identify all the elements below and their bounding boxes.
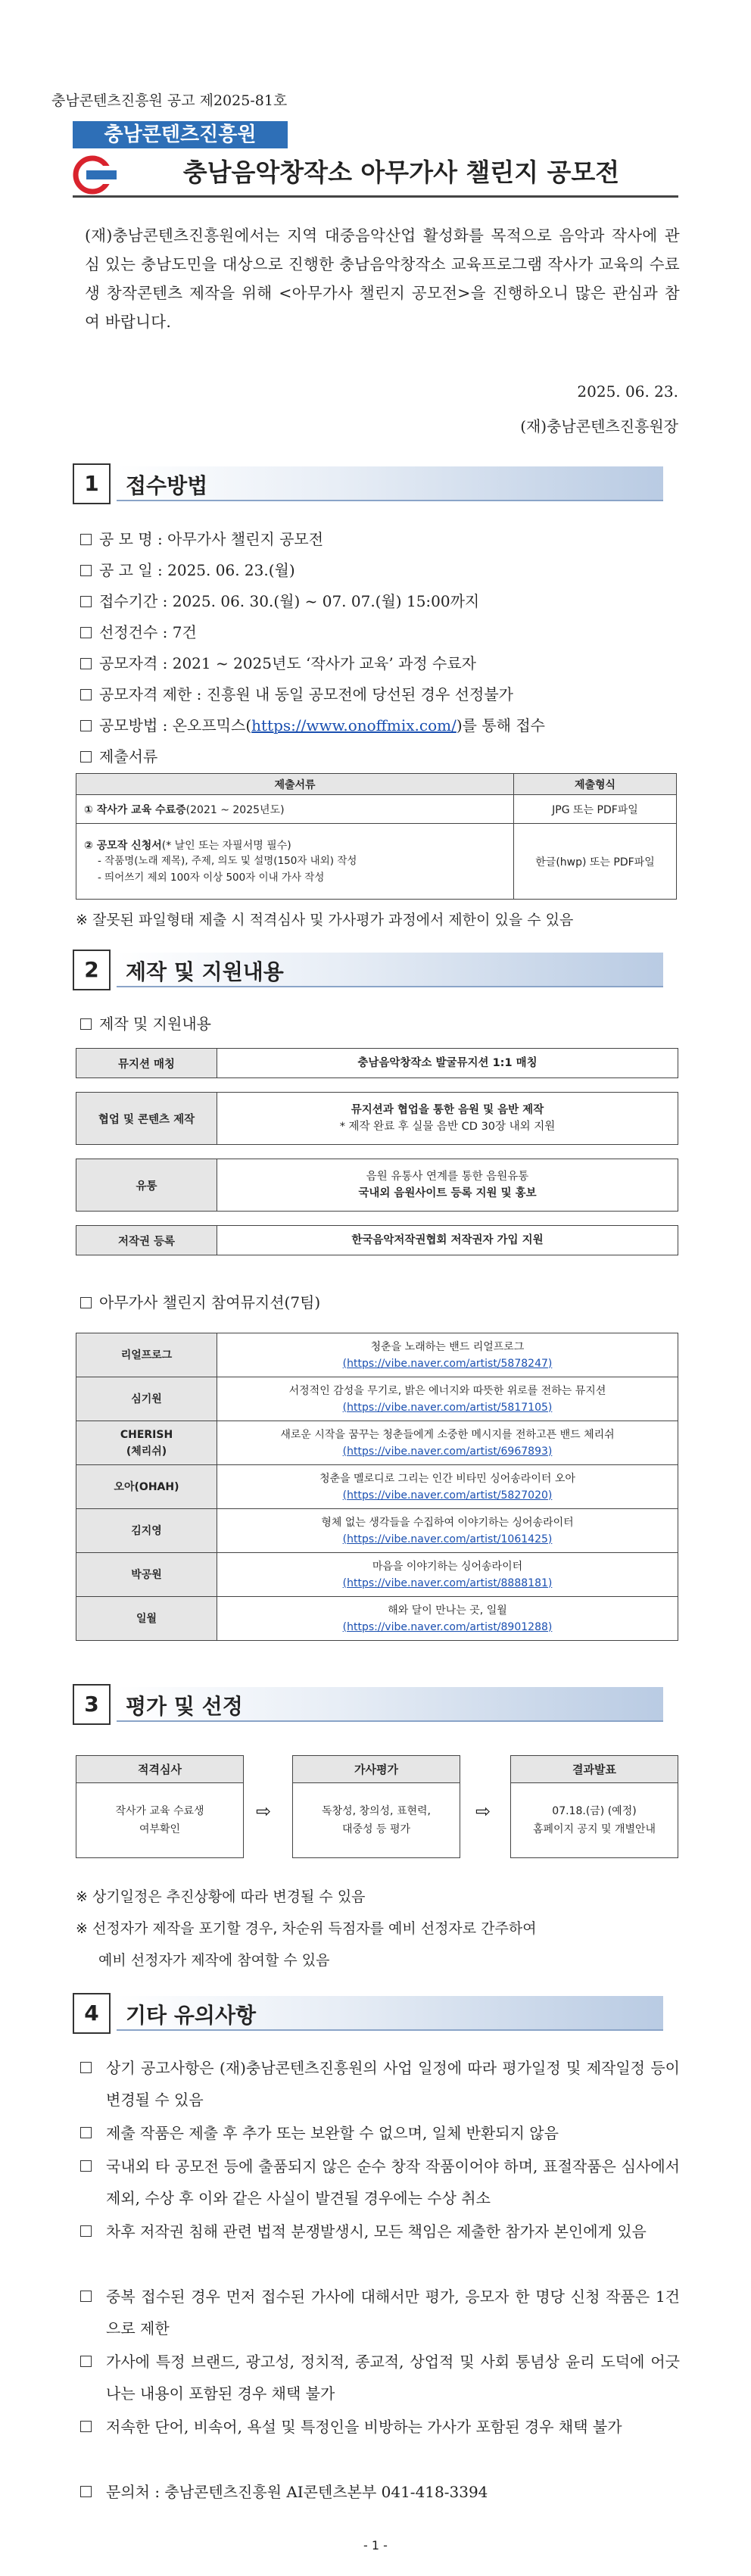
section-number: 2 [73, 950, 111, 990]
checkbox-bullet-icon [80, 565, 92, 576]
list-item: 차후 저작권 침해 관련 법적 분쟁발생시, 모든 책임은 제출한 참가자 본인에게 있음 [80, 2216, 680, 2247]
checkbox-bullet-icon [80, 1018, 92, 1030]
table-cell: JPG 또는 PDF파일 [514, 795, 677, 824]
checkbox-bullet-icon [80, 2356, 92, 2367]
list-item: 중복 접수된 경우 먼저 접수된 가사에 대해서만 평가, 응모자 한 명당 신청 작품은 1건으로 제한 [80, 2281, 680, 2344]
list-item: 저속한 단어, 비속어, 욕설 및 특정인을 비방하는 가사가 포함된 경우 채택 불가 [80, 2411, 680, 2443]
artist-link[interactable]: (https://vibe.naver.com/artist/5827020) [342, 1489, 553, 1502]
artist-link[interactable]: (https://vibe.naver.com/artist/1061425) [342, 1533, 553, 1545]
list-item: 공모자격 제한 : 진흥원 내 동일 공모전에 당선된 경우 선정불가 [80, 682, 513, 704]
checkbox-bullet-icon [80, 2062, 92, 2073]
section-number: 4 [73, 1993, 111, 2034]
section-title: 제작 및 지원내용 [126, 959, 284, 984]
section-header-4 [73, 1993, 663, 2034]
section-header-2 [73, 950, 663, 990]
table-cell: ② 공모작 신청서(* 날인 또는 자필서명 필수) - 작품명(노래 제목), 주제, 의도 및 설명(150자 내외) 작성 - 띄어쓰기 제외 100자 이상 500자 이내 가사 작성 [76, 824, 514, 900]
page-number: - 1 - [363, 2538, 388, 2553]
support-row: 유통 음원 유통사 연계를 통한 음원유통 국내외 음원사이트 등록 지원 및 홍보 [76, 1159, 678, 1212]
section-number: 1 [73, 463, 111, 504]
table-row [76, 795, 677, 824]
artist-link[interactable]: (https://vibe.naver.com/artist/8888181) [342, 1576, 553, 1589]
list-item: 가사에 특정 브랜드, 광고성, 정치적, 종교적, 상업적 및 사회 통념상 윤리 도덕에 어긋나는 내용이 포함된 경우 채택 불가 [80, 2346, 680, 2409]
list-item: 공모자격 : 2021 ~ 2025년도 ‘작사가 교육’ 과정 수료자 [80, 651, 476, 673]
flow-step: 가사평가 독창성, 창의성, 표현력, 대중성 등 평가 [292, 1755, 460, 1858]
artist-link[interactable]: (https://vibe.naver.com/artist/5817105) [342, 1401, 553, 1414]
section-title: 기타 유의사항 [126, 2003, 257, 2028]
table-cell: ① 작사가 교육 수료증(2021 ~ 2025년도) [76, 795, 514, 824]
table-row: 김지영 형체 없는 생각들을 수집하여 이야기하는 싱어송라이터 (https://vibe.naver.com/artist/1061425) [76, 1509, 678, 1553]
issuer: (재)충남콘텐츠진흥원장 [520, 417, 678, 435]
arrow-right-icon: ⇨ [256, 1801, 272, 1822]
checkbox-bullet-icon [80, 751, 92, 763]
list-item: 제출서류 [80, 744, 157, 766]
list-item: 선정건수 : 7건 [80, 620, 197, 642]
checkbox-bullet-icon [80, 720, 92, 731]
table-row: 심기원 서정적인 감성을 무기로, 밝은 에너지와 따뜻한 위로를 전하는 뮤지션 (https://vibe.naver.com/artist/5817105) [76, 1377, 678, 1421]
section-number: 3 [73, 1684, 111, 1725]
page-title: 충남음악창작소 아무가사 챌린지 공모전 [182, 157, 620, 187]
flow-step: 적격심사 작사가 교육 수료생 여부확인 [76, 1755, 244, 1858]
checkbox-bullet-icon [80, 689, 92, 700]
checkbox-bullet-icon [80, 2225, 92, 2237]
table-header: 제출형식 [514, 774, 677, 795]
table-row: CHERISH (체리쉬) 새로운 시작을 꿈꾸는 청춘들에게 소중한 메시지를 전하고픈 밴드 체리쉬 (https://vibe.naver.com/artist/6967893) [76, 1421, 678, 1465]
checkbox-bullet-icon [80, 2291, 92, 2302]
checkbox-bullet-icon [80, 2160, 92, 2172]
artist-link[interactable]: (https://vibe.naver.com/artist/6967893) [342, 1445, 553, 1458]
checkbox-bullet-icon [80, 2127, 92, 2138]
flow-step: 결과발표 07.18.(금) (예정) 홈페이지 공지 및 개별안내 [510, 1755, 678, 1858]
title-divider [73, 195, 678, 198]
musicians-table [76, 1333, 678, 1641]
support-row: 협업 및 콘텐츠 제작 뮤지션과 협업을 통한 음원 및 음반 제작 * 제작 완료 후 실물 음반 CD 30장 내외 지원 [76, 1092, 678, 1145]
checkbox-bullet-icon [80, 1297, 92, 1308]
list-item: 제작 및 지원내용 [80, 1012, 211, 1034]
section-title: 평가 및 선정 [126, 1694, 243, 1719]
list-item: 문의처 : 충남콘텐츠진흥원 AI콘텐츠본부 041-418-3394 [80, 2476, 680, 2508]
note: ※ 잘못된 파일형태 제출 시 적격심사 및 가사평가 과정에서 제한이 있을 수 있음 [76, 912, 574, 928]
org-logo-icon [73, 155, 117, 195]
checkbox-bullet-icon [80, 534, 92, 545]
table-row: 리얼프로그 청춘을 노래하는 밴드 리얼프로그 (https://vibe.naver.com/artist/5878247) [76, 1333, 678, 1377]
checkbox-bullet-icon [80, 596, 92, 607]
list-item: 제출 작품은 제출 후 추가 또는 보완할 수 없으며, 일체 반환되지 않음 [80, 2117, 680, 2149]
table-row [76, 824, 677, 900]
onoffmix-link[interactable]: https://www.onoffmix.com/ [251, 716, 457, 734]
table-cell: 한글(hwp) 또는 PDF파일 [514, 824, 677, 900]
list-item: 접수기간 : 2025. 06. 30.(월) ~ 07. 07.(월) 15:00까지 [80, 589, 479, 611]
list-item: 아무가사 챌린지 참여뮤지션(7팀) [80, 1290, 320, 1312]
note: ※ 선정자가 제작을 포기할 경우, 차순위 득점자를 예비 선정자로 간주하여 [76, 1920, 537, 1937]
notice-number: 충남콘텐츠진흥원 공고 제2025-81호 [51, 92, 288, 109]
table-row: 박공원 마음을 이야기하는 싱어송라이터 (https://vibe.naver.com/artist/8888181) [76, 1553, 678, 1597]
section-title: 접수방법 [126, 473, 208, 498]
notice-date: 2025. 06. 23. [577, 382, 678, 401]
section-header-3 [73, 1684, 663, 1725]
list-item: 국내외 타 공모전 등에 출품되지 않은 순수 창작 작품이어야 하며, 표절작품은 심사에서 제외, 수상 후 이와 같은 사실이 발견될 경우에는 수상 취소 [80, 2150, 680, 2214]
table-row: 오아(OHAH) 청춘을 멜로디로 그리는 인간 비타민 싱어송라이터 오아 (https://vibe.naver.com/artist/5827020) [76, 1465, 678, 1509]
org-badge: 충남콘텐츠진흥원 [73, 121, 288, 148]
note: ※ 상기일정은 추진상황에 따라 변경될 수 있음 [76, 1888, 366, 1905]
checkbox-bullet-icon [80, 2421, 92, 2432]
documents-table [76, 773, 677, 900]
table-row: 일월 해와 달이 만나는 곳, 일월 (https://vibe.naver.com/artist/8901288) [76, 1597, 678, 1641]
list-item: 상기 공고사항은 (재)충남콘텐츠진흥원의 사업 일정에 따라 평가일정 및 제작일정 등이 변경될 수 있음 [80, 2052, 680, 2116]
support-row: 뮤지션 매칭 충남음악창작소 발굴뮤지션 1:1 매칭 [76, 1048, 678, 1078]
list-item: 공 고 일 : 2025. 06. 23.(월) [80, 558, 295, 580]
checkbox-bullet-icon [80, 658, 92, 669]
artist-link[interactable]: (https://vibe.naver.com/artist/5878247) [342, 1357, 553, 1370]
section-header-1 [73, 463, 663, 504]
table-header: 제출서류 [76, 774, 514, 795]
note: 예비 선정자가 제작에 참여할 수 있음 [98, 1952, 330, 1969]
arrow-right-icon: ⇨ [475, 1801, 491, 1822]
checkbox-bullet-icon [80, 627, 92, 638]
list-item: 공 모 명 : 아무가사 챌린지 공모전 [80, 527, 323, 549]
artist-link[interactable]: (https://vibe.naver.com/artist/8901288) [342, 1620, 553, 1633]
list-item: 공모방법 : 온오프믹스(https://www.onoffmix.com/)를 통해 접수 [80, 713, 545, 735]
support-row: 저작권 등록 한국음악저작권협회 저작권자 가입 지원 [76, 1225, 678, 1255]
intro-paragraph: (재)충남콘텐츠진흥원에서는 지역 대중음악산업 활성화를 목적으로 음악과 작사에 관심 있는 충남도민을 대상으로 진행한 충남음악창작소 교육프로그램 작사가 교육의 수료생 창작콘텐츠 제작을 위해 <아무가사 챌린지 공모전>을 진행하오니 많은 관심과 참여 바랍니다. [85, 226, 680, 331]
checkbox-bullet-icon [80, 2486, 92, 2497]
